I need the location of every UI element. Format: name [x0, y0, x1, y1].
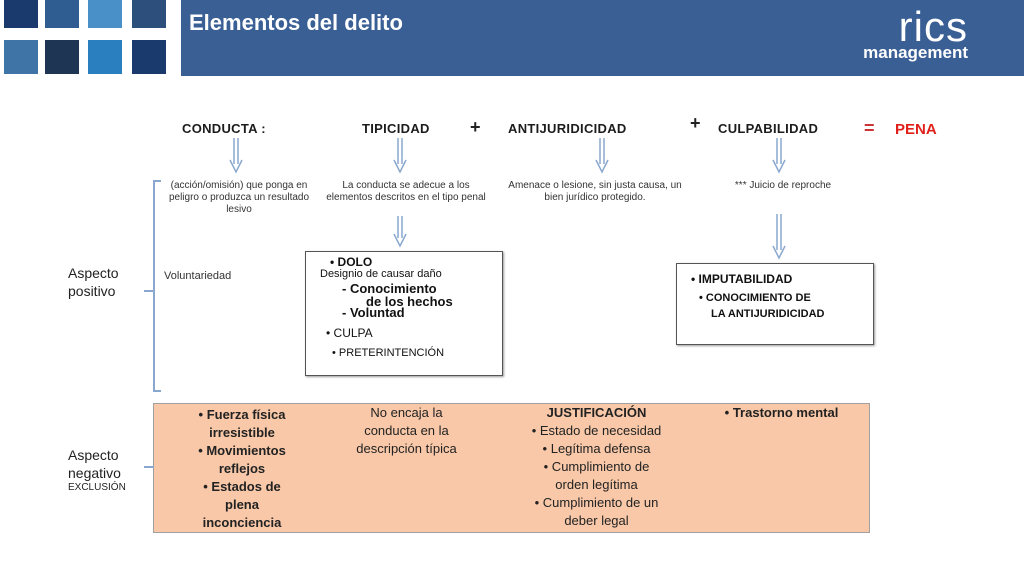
desc-culpabilidad: *** Juicio de reproche	[734, 180, 832, 191]
voluntad-label: - Voluntad	[342, 305, 405, 320]
bracket-line	[153, 390, 161, 392]
logo-subtitle: management	[863, 43, 968, 62]
aspecto-positivo-label	[68, 264, 119, 300]
dolo-label: • DOLO	[330, 255, 373, 269]
aspecto-label-line: negativo	[68, 465, 121, 481]
bracket-line	[153, 180, 161, 182]
conocimiento-label: - Conocimiento	[342, 281, 437, 296]
neg-col-tipicidad	[324, 404, 489, 458]
neg-item: • Cumplimiento de un	[534, 495, 659, 510]
header-tile	[45, 40, 79, 74]
down-arrow-icon	[594, 138, 610, 174]
plus-sign: +	[470, 117, 481, 137]
desc-conducta: (acción/omisión) que ponga en peligro o produzca un resultado lesivo	[168, 180, 310, 215]
concept-pena: PENA	[895, 121, 937, 138]
desc-antijuridicidad: Amenace o lesione, sin justa causa, un bien jurídico protegido.	[508, 180, 682, 203]
tipicidad-box	[305, 251, 503, 376]
conocimiento-antijuridicidad-label: • CONOCIMIENTO DE	[699, 292, 811, 304]
header-tile	[132, 40, 166, 74]
header-tile	[132, 0, 166, 28]
aspecto-negativo-label	[68, 446, 126, 494]
header-tile	[88, 0, 122, 28]
aspecto-label-line: Aspecto	[68, 265, 119, 281]
down-arrow-icon	[392, 138, 408, 174]
conocimiento-antijuridicidad-label: LA ANTIJURIDICIDAD	[711, 308, 825, 320]
neg-col-conducta	[162, 406, 322, 532]
neg-item: deber legal	[564, 513, 629, 528]
neg-item: • Trastorno mental	[724, 405, 839, 420]
neg-item: • Estados de	[203, 479, 281, 494]
neg-col-culpabilidad	[699, 404, 864, 422]
neg-item: reflejos	[218, 461, 266, 476]
down-arrow-icon	[228, 138, 244, 174]
neg-item: • Estado de necesidad	[531, 423, 662, 438]
down-arrow-icon	[771, 138, 787, 174]
concept-antijuridicidad: ANTIJURIDICIDAD	[508, 121, 627, 136]
neg-item: plena	[225, 497, 259, 512]
exclusion-label: EXCLUSIÓN	[68, 482, 126, 493]
aspecto-label-line: Aspecto	[68, 447, 119, 463]
neg-item: • Fuerza física	[198, 407, 286, 422]
neg-item: conducta en la	[364, 423, 449, 438]
bracket-line	[144, 290, 154, 292]
neg-item: inconciencia	[202, 515, 282, 530]
header-tile	[45, 0, 79, 28]
imputabilidad-label: • IMPUTABILIDAD	[691, 272, 793, 286]
neg-item: • Cumplimiento de	[543, 459, 650, 474]
voluntariedad-label: Voluntariedad	[164, 270, 232, 282]
conocimiento-label: de los hechos	[366, 294, 453, 309]
aspecto-label-line: positivo	[68, 283, 116, 299]
header-tile	[4, 0, 38, 28]
bracket-line	[153, 180, 155, 392]
preterintencion-label: • PRETERINTENCIÓN	[332, 347, 445, 359]
down-arrow-icon	[392, 216, 408, 248]
justificacion-title: JUSTIFICACIÓN	[546, 405, 647, 420]
concept-conducta: CONDUCTA :	[182, 121, 266, 136]
aspecto-negativo-panel	[153, 403, 870, 533]
culpabilidad-box	[676, 263, 874, 345]
page-title: Elementos del delito	[189, 10, 403, 35]
neg-col-antijuridicidad	[509, 404, 684, 530]
plus-sign: +	[690, 113, 701, 133]
header	[0, 0, 1024, 76]
desc-tipicidad: La conducta se adecue a los elementos descritos en el tipo penal	[326, 180, 486, 203]
logo: rics	[898, 3, 968, 50]
neg-item: • Legítima defensa	[542, 441, 651, 456]
down-arrow-icon	[771, 214, 787, 260]
neg-item: descripción típica	[356, 441, 457, 456]
title-banner	[181, 0, 1024, 76]
concept-tipicidad: TIPICIDAD	[362, 121, 430, 136]
header-tile	[4, 40, 38, 74]
neg-item: • Movimientos	[198, 443, 286, 458]
designio-label: Designio de causar daño	[320, 268, 442, 280]
neg-item: No encaja la	[370, 405, 443, 420]
concept-culpabilidad: CULPABILIDAD	[718, 121, 819, 136]
bracket-line	[144, 466, 154, 468]
neg-item: orden legítima	[555, 477, 638, 492]
header-tile	[88, 40, 122, 74]
equals-sign: =	[864, 118, 875, 138]
culpa-label: • CULPA	[326, 326, 373, 340]
neg-item: irresistible	[209, 425, 275, 440]
